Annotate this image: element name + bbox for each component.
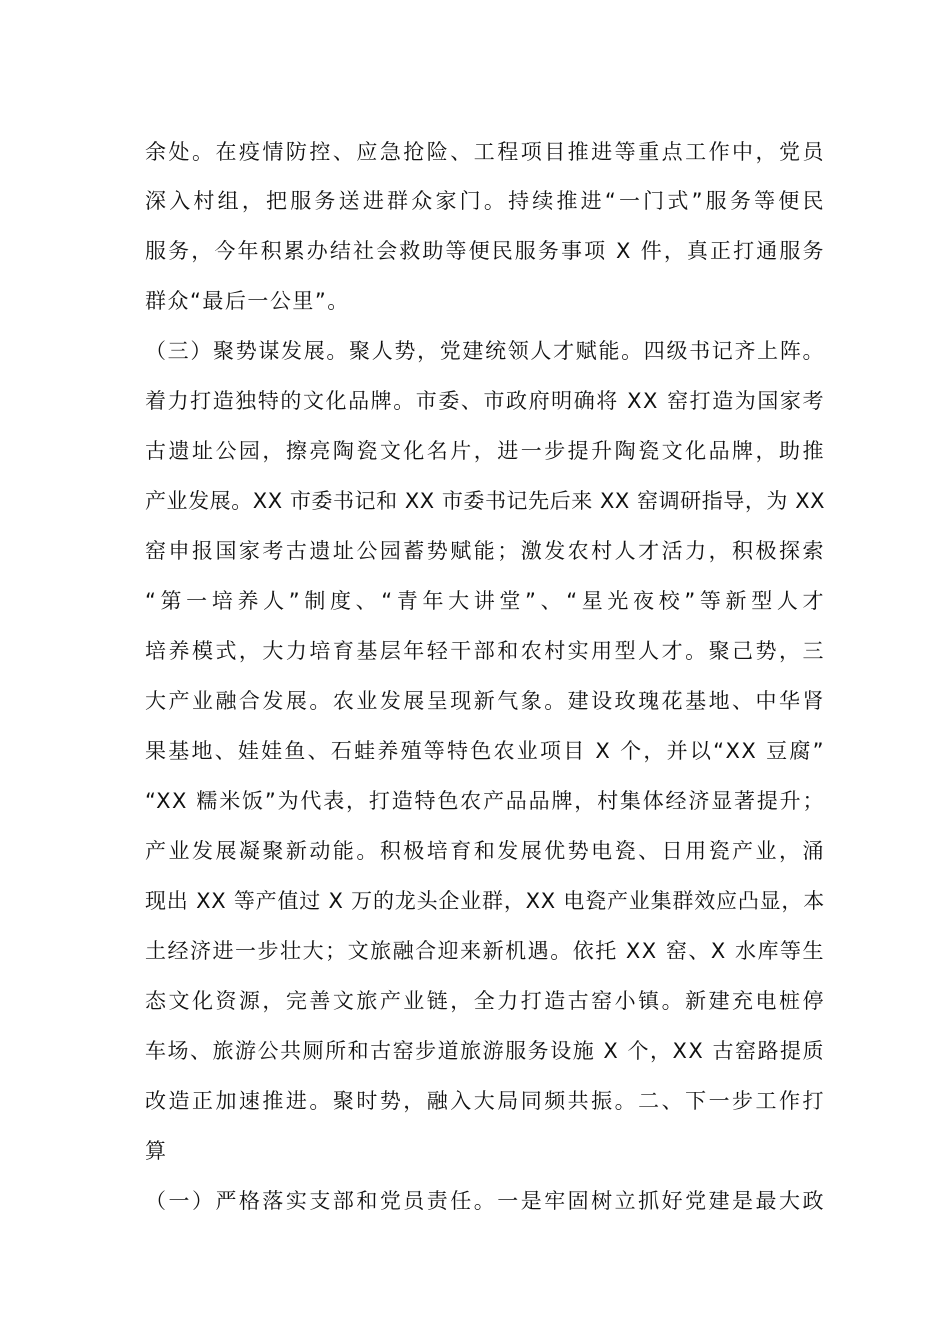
body-text-line: 态文化资源，完善文旅产业链，全力打造古窑小镇。新建充电桩停 xyxy=(145,989,825,1013)
body-text-line: 车场、旅游公共厕所和古窑步道旅游服务设施 X 个，XX 古窑路提质 xyxy=(145,1039,825,1063)
section-heading-line: （三）聚势谋发展。聚人势，党建统领人才赋能。四级书记齐上阵。 xyxy=(145,339,825,363)
body-text-line: 窑申报国家考古遗址公园蓄势赋能；激发农村人才活力，积极探索 xyxy=(145,539,825,563)
body-text-line: 群众“最后一公里”。 xyxy=(145,289,350,313)
body-text-line: 古遗址公园，擦亮陶瓷文化名片，进一步提升陶瓷文化品牌，助推 xyxy=(145,439,825,463)
body-text-line: 算 xyxy=(145,1139,168,1163)
body-text-line: 服务，今年积累办结社会救助等便民服务事项 X 件，真正打通服务 xyxy=(145,239,825,263)
body-text-line: “第一培养人”制度、“青年大讲堂”、“星光夜校”等新型人才 xyxy=(145,589,825,613)
body-text-line: 土经济进一步壮大；文旅融合迎来新机遇。依托 XX 窑、X 水库等生 xyxy=(145,939,825,963)
body-text-line: 改造正加速推进。聚时势，融入大局同频共振。二、下一步工作打 xyxy=(145,1089,825,1113)
body-text-line: 余处。在疫情防控、应急抢险、工程项目推进等重点工作中，党员 xyxy=(145,140,825,164)
body-text-line: 培养模式，大力培育基层年轻干部和农村实用型人才。聚己势，三 xyxy=(145,639,825,663)
body-text-line: 产业发展。XX 市委书记和 XX 市委书记先后来 XX 窑调研指导，为 XX xyxy=(145,489,825,513)
body-text-line: 产业发展凝聚新动能。积极培育和发展优势电瓷、日用瓷产业，涌 xyxy=(145,839,825,863)
body-text-line: 深入村组，把服务送进群众家门。持续推进“一门式”服务等便民 xyxy=(145,189,825,213)
body-text-line: 大产业融合发展。农业发展呈现新气象。建设玫瑰花基地、中华肾 xyxy=(145,689,825,713)
body-text-line: 果基地、娃娃鱼、石蛙养殖等特色农业项目 X 个，并以“XX 豆腐” xyxy=(145,739,825,763)
body-text-line: “XX 糯米饭”为代表，打造特色农产品品牌，村集体经济显著提升； xyxy=(145,789,825,813)
section-heading-line: （一）严格落实支部和党员责任。一是牢固树立抓好党建是最大政 xyxy=(145,1189,825,1213)
body-text-line: 现出 XX 等产值过 X 万的龙头企业群，XX 电瓷产业集群效应凸显，本 xyxy=(145,889,825,913)
body-text-line: 着力打造独特的文化品牌。市委、市政府明确将 XX 窑打造为国家考 xyxy=(145,389,825,413)
